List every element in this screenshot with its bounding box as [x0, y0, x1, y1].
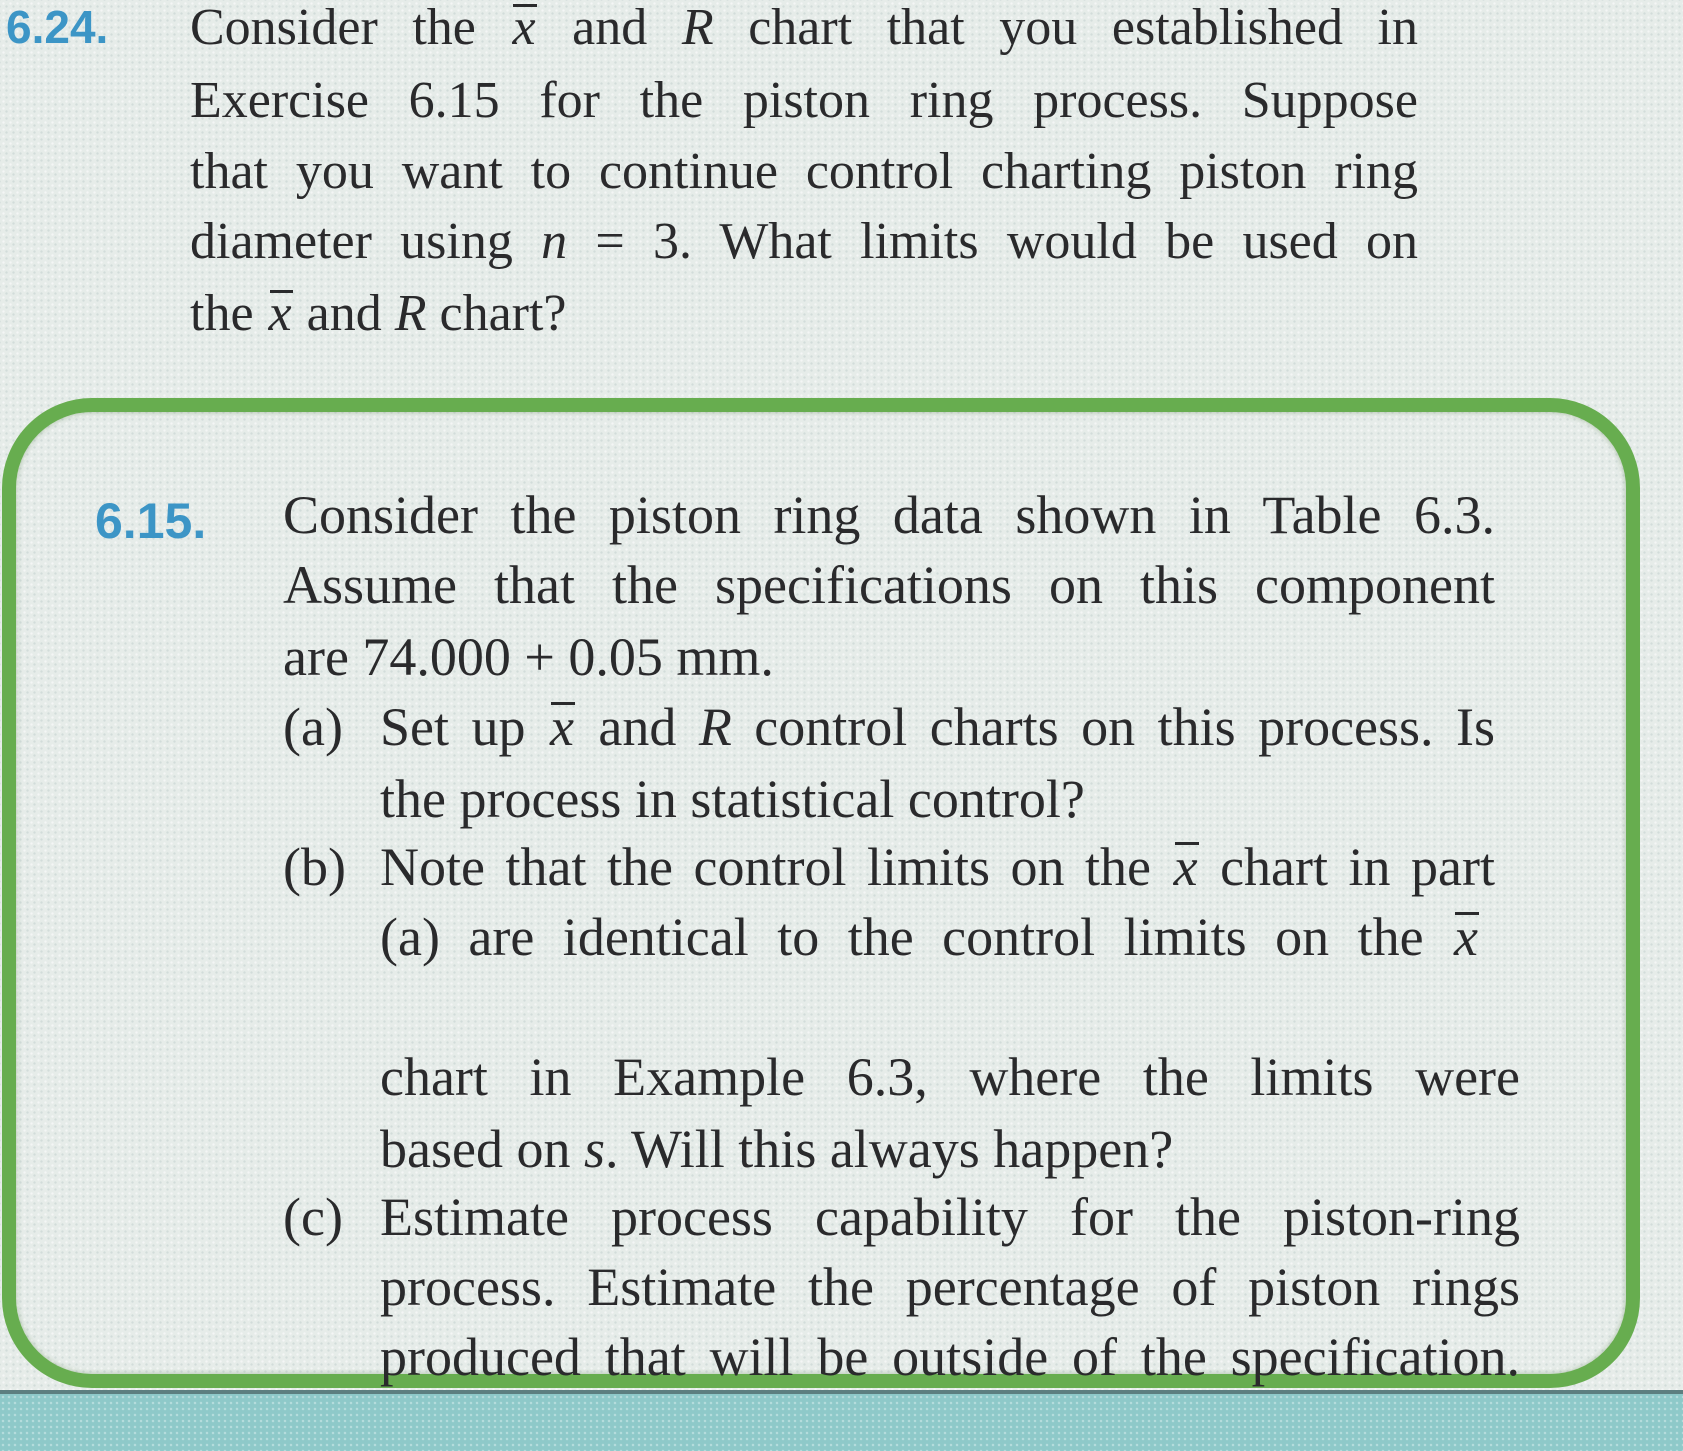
problem-number-615: 6.15. [95, 493, 207, 549]
part-b-label: (b) [283, 837, 346, 897]
part-c-label: (c) [283, 1187, 343, 1247]
page-bottom-band [0, 1390, 1683, 1451]
xbar-symbol: x [1454, 907, 1478, 967]
r-symbol: R [681, 0, 714, 56]
p624-line-4: diameter using n = 3. What limits would be used on [190, 213, 1419, 270]
s-symbol: s [583, 1119, 605, 1179]
p624-line-2: Exercise 6.15 for the piston ring process. Suppose [190, 72, 1418, 129]
p624-line-3: that you want to continue control charting piston ring [190, 143, 1418, 200]
n-symbol: n [541, 213, 568, 270]
r-symbol: R [394, 285, 427, 342]
part-b-line-3: chart in Example 6.3, where the limits were [380, 1047, 1520, 1107]
part-c-line-1: Estimate process capability for the piston-ring [380, 1187, 1520, 1247]
p624-line-5: the x and R chart? [190, 285, 567, 342]
p615-line-3: are 74.000 + 0.05 mm. [283, 627, 774, 687]
xbar-symbol: x [549, 697, 574, 757]
part-a-line-2: the process in statistical control? [380, 769, 1085, 829]
xbar-symbol: x [1173, 837, 1198, 897]
part-b-line-1: Note that the control limits on the x chart in part [380, 837, 1495, 897]
part-a-label: (a) [283, 697, 343, 757]
part-b-line-2: (a) are identical to the control limits on the x [380, 907, 1478, 967]
p615-line-1: Consider the piston ring data shown in Table 6.3. [283, 485, 1495, 545]
xbar-symbol: x [512, 0, 536, 56]
xbar-symbol: x [268, 285, 292, 342]
part-b-line-4: based on s. Will this always happen? [380, 1119, 1174, 1179]
part-a-line-1: Set up x and R control charts on this process. Is [380, 697, 1495, 757]
p615-line-2: Assume that the specifications on this component [283, 555, 1495, 615]
r-symbol: R [698, 697, 732, 757]
p624-line-1: Consider the x and R chart that you established in [190, 0, 1418, 56]
part-c-line-2: process. Estimate the percentage of piston rings [380, 1257, 1520, 1317]
problem-number-624: 6.24. [6, 1, 109, 53]
part-c-line-3: produced that will be outside of the specification. [380, 1327, 1520, 1387]
